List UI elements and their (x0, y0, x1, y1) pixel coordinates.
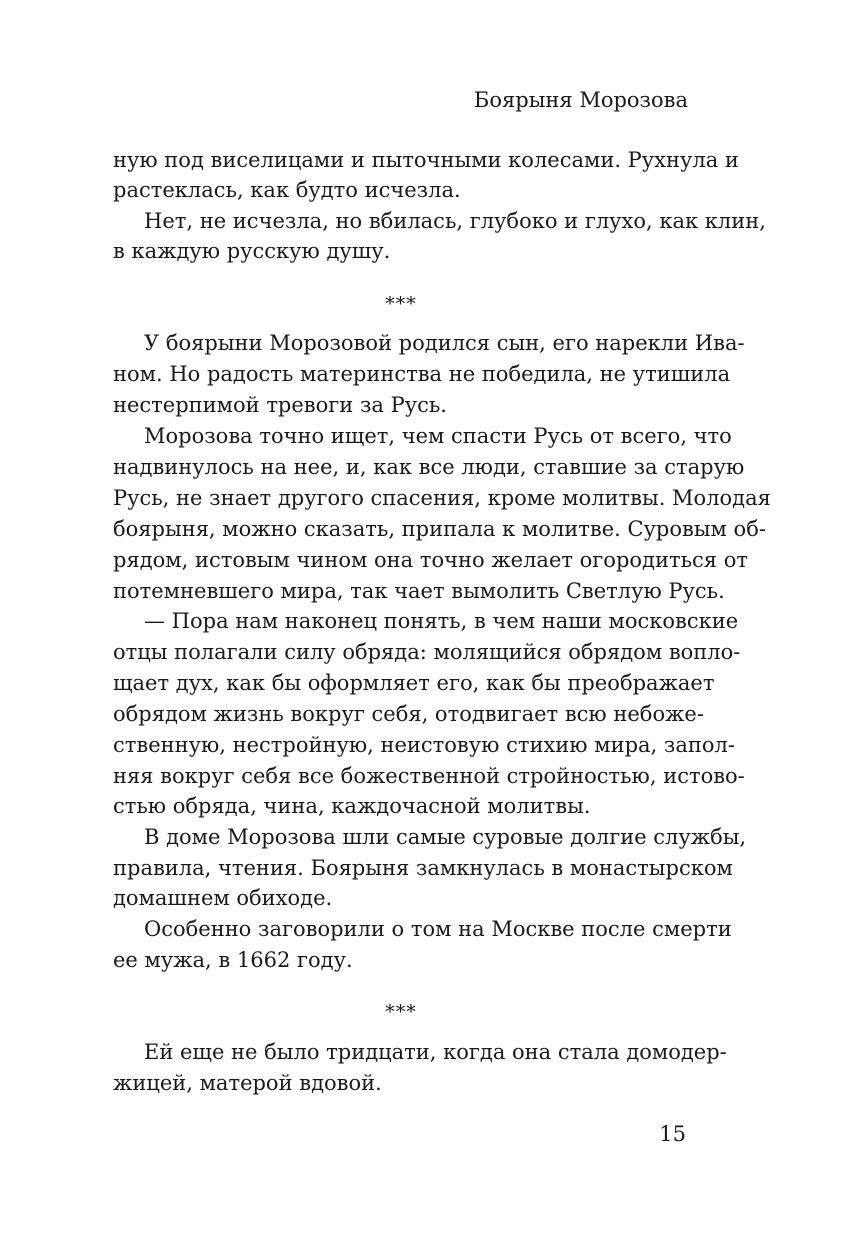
text-line: надвинулось на нее, и, как все люди, ставшие за старую (113, 455, 745, 479)
running-title: Боярыня Морозова (473, 88, 688, 112)
section-separator: *** (385, 293, 417, 315)
text-line: потемневшего мира, так чает вымолить Светлую Русь. (113, 579, 725, 603)
text-line: Ей еще не было тридцати, когда она стала домодер- (144, 1040, 727, 1064)
text-line: Особенно заговорили о том на Москве после смерти (144, 917, 732, 941)
text-line: У боярыни Морозовой родился сын, его нарекли Ива- (144, 331, 745, 355)
text-line: жицей, матерой вдовой. (113, 1071, 382, 1095)
text-line: обрядом жизнь вокруг себя, отодвигает всю небоже- (113, 702, 704, 726)
text-line: щает дух, как бы оформляет его, как бы преображает (113, 671, 715, 695)
text-line: Русь, не знает другого спасения, кроме молитвы. Молодая (113, 486, 771, 510)
text-line: правила, чтения. Боярыня замкнулась в монастырском (113, 856, 733, 880)
text-line: боярыня, можно сказать, припала к молитве. Суровым об- (113, 517, 766, 541)
text-line: В доме Морозова шли самые суровые долгие службы, (144, 825, 747, 849)
text-line: ном. Но радость материнства не победила, не утишила (113, 362, 731, 386)
text-line: отцы полагали силу обряда: молящийся обрядом вопло- (113, 640, 741, 664)
text-line: стью обряда, чина, каждочасной молитвы. (113, 794, 591, 818)
text-line: растеклась, как будто исчезла. (113, 178, 461, 202)
text-line: — Пора нам наконец понять, в чем наши московские (144, 609, 739, 633)
text-line: ее мужа, в 1662 году. (113, 948, 353, 972)
text-line: Морозова точно ищет, чем спасти Русь от всего, что (144, 424, 732, 448)
text-line: няя вокруг себя все божественной стройностью, истово- (113, 764, 745, 788)
text-line: нестерпимой тревоги за Русь. (113, 393, 447, 417)
text-line: в каждую русскую душу. (113, 239, 391, 263)
page-number: 15 (659, 1122, 686, 1146)
text-line: ную под виселицами и пыточными колесами. Рухнула и (113, 148, 739, 172)
section-separator: *** (385, 1001, 417, 1023)
text-line: Нет, не исчезла, но вбилась, глубоко и глухо, как клин, (144, 209, 766, 233)
text-line: ственную, нестройную, неистовую стихию мира, запол- (113, 733, 735, 757)
text-line: домашнем обиходе. (113, 886, 333, 910)
text-line: рядом, истовым чином она точно желает огородиться от (113, 548, 748, 572)
